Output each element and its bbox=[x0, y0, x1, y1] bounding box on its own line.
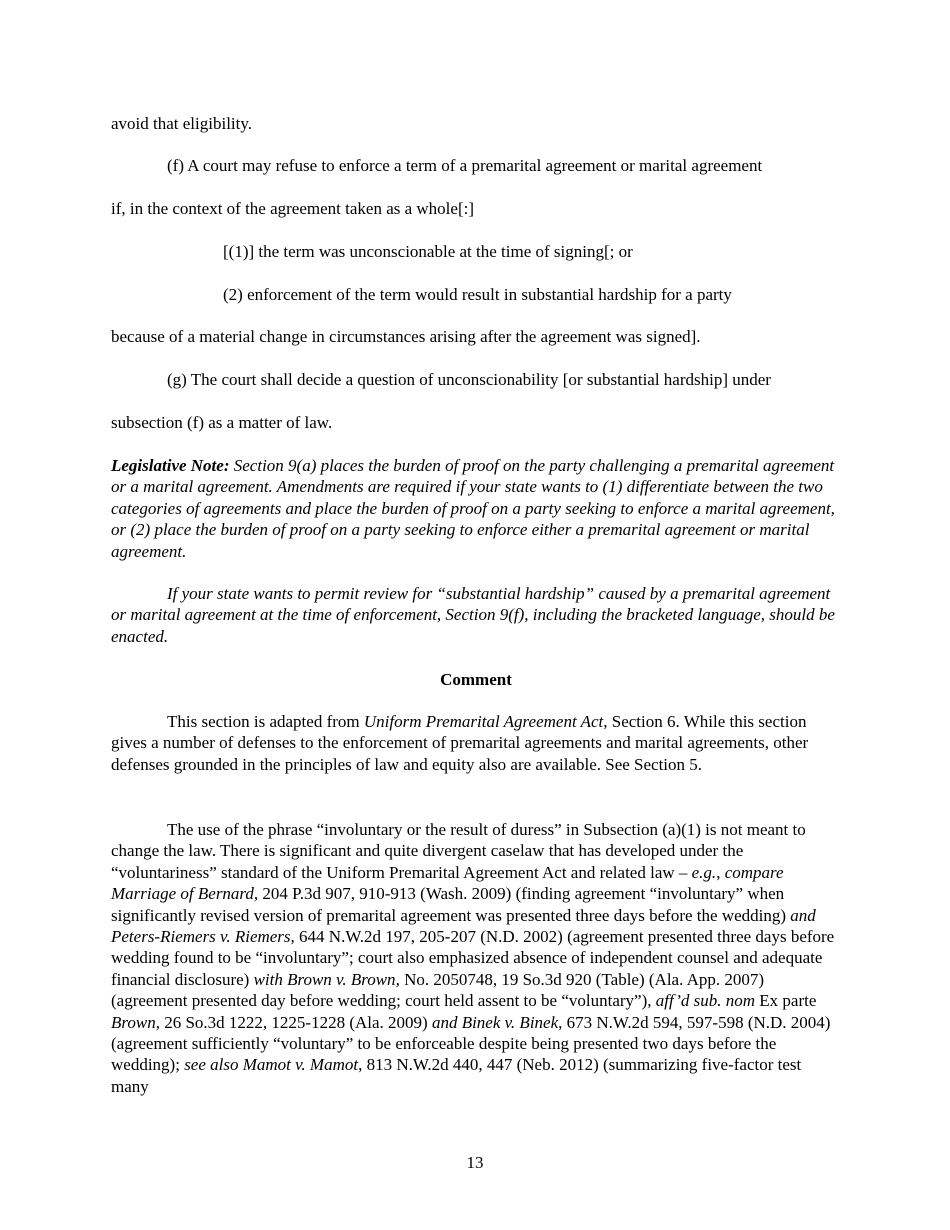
statute-line: (g) The court shall decide a question of unconscionability [or substantial hardship] under bbox=[167, 370, 771, 389]
text-run: , 813 N.W.2d 440, 447 (Neb. 2012) (summarizing five-factor test many bbox=[111, 1055, 802, 1096]
case-citation: and Peters-Riemers v. Riemers bbox=[111, 905, 816, 947]
page-number: 13 bbox=[466, 1153, 484, 1172]
statute-line: because of a material change in circumstances arising after the agreement was signed]. bbox=[111, 327, 701, 346]
text-run: This section is adapted from bbox=[167, 712, 364, 731]
text-run-italic: aff’d sub. nom bbox=[655, 991, 756, 1011]
case-citation: compare Marriage of Bernard bbox=[111, 862, 784, 904]
legislative-note-text: Section 9(a) places the burden of proof on the party challenging a premarital agreement or a marital agreement. Amendments are required if your state wants to (1) differentiate between the two categories of agreements and place the burden of proof on a party seeking to enforce a marital agreement, or (2) place the burden of proof on a party seeking to enforce either a premarital agreement or marital agreement. bbox=[111, 456, 835, 561]
text-run-italic: Uniform Premarital Agreement Act bbox=[363, 712, 604, 731]
text-run: , 204 P.3d 907, 910-913 (Wash. 2009) (finding agreement “involuntary” when significantly revised version of premarital agreement was presented three days before the wedding) bbox=[111, 884, 791, 925]
legislative-note-2 bbox=[111, 583, 841, 647]
comment-paragraph-1 bbox=[111, 711, 841, 775]
text-run-italic: e.g. bbox=[691, 862, 717, 882]
statute-line: (2) enforcement of the term would result in substantial hardship for a party bbox=[223, 285, 732, 304]
legislative-note bbox=[111, 455, 841, 562]
comment-paragraph-2 bbox=[111, 819, 841, 1097]
text-run: , 26 So.3d 1222, 1225-1228 (Ala. 2009) bbox=[155, 1012, 432, 1032]
case-citation: Brown bbox=[111, 1012, 156, 1032]
statute-line: if, in the context of the agreement taken as a whole[:] bbox=[111, 199, 474, 218]
case-citation: see also Mamot v. Mamot bbox=[184, 1055, 359, 1075]
text-run: , No. 2050748, 19 So.3d 920 (Table) (Ala. App. 2007) (agreement presented day before wedding; court held assent to be “voluntary”), bbox=[111, 969, 765, 1011]
statute-line: [(1)] the term was unconscionable at the time of signing[; or bbox=[223, 242, 633, 261]
text-run: , 673 N.W.2d 594, 597-598 (N.D. 2004) (agreement sufficiently “voluntary” to be enforceable despite being presented two days before the wedding); bbox=[111, 1012, 831, 1075]
text-run: , bbox=[716, 862, 725, 882]
comment-heading: Comment bbox=[440, 670, 512, 689]
text-run: The use of the phrase “involuntary or the result of duress” in Subsection (a)(1) is not meant to change the law. There is significant and quite divergent caselaw that has developed under the “voluntariness” standard of the Uniform Premarital Agreement Act and related law – bbox=[111, 820, 806, 882]
legislative-note-paragraph: If your state wants to permit review for “substantial hardship” caused by a premarital agreement or marital agreement at the time of enforcement, Section 9(f), including the bracketed language, should be enacted. bbox=[111, 584, 835, 646]
legislative-note-label: Legislative Note: bbox=[111, 456, 230, 475]
case-citation: and Binek v. Binek bbox=[431, 1012, 559, 1032]
legislative-note-paragraph bbox=[111, 455, 841, 562]
statute-line: (f) A court may refuse to enforce a term of a premarital agreement or marital agreement bbox=[167, 156, 763, 175]
statute-line: avoid that eligibility. bbox=[111, 114, 253, 133]
statute-line: subsection (f) as a matter of law. bbox=[111, 413, 333, 432]
text-run: Ex parte bbox=[755, 991, 817, 1011]
case-citation: with Brown v. Brown bbox=[253, 969, 396, 989]
text-run: , Section 6. While this section gives a number of defenses to the enforcement of premarital agreements and marital agreements, other defenses grounded in the principles of law and equity also are available. See Section 5. bbox=[111, 712, 809, 774]
text-run: , 644 N.W.2d 197, 205-207 (N.D. 2002) (agreement presented three days before wedding found to be “involuntary”; court also emphasized absence of independent counsel and adequate financial disclosure) bbox=[111, 927, 835, 989]
